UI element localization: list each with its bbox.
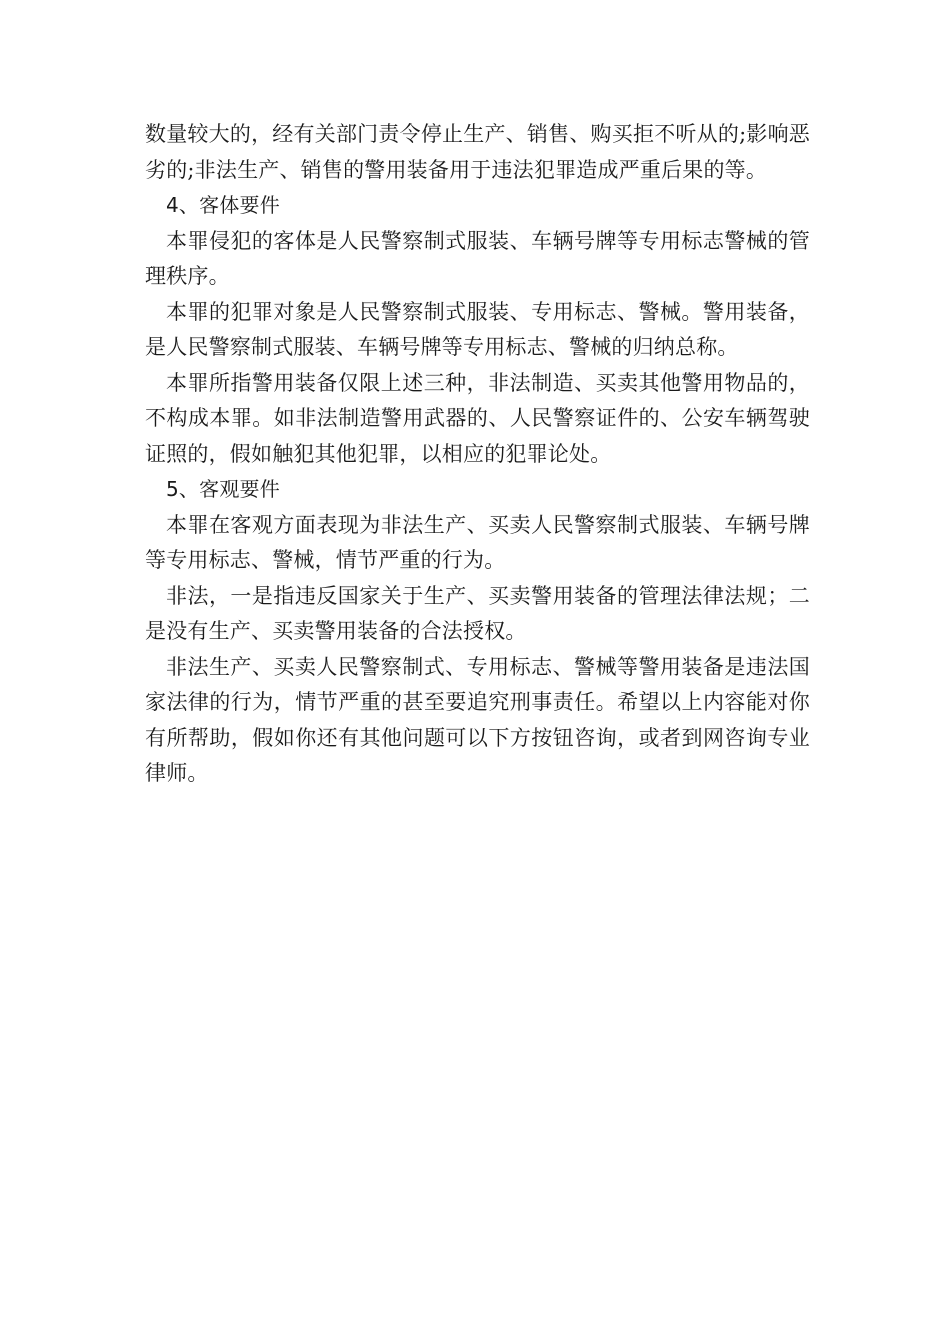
paragraph-illegal-definition: 非法，一是指违反国家关于生产、买卖警用装备的管理法律法规；二是没有生产、买卖警用装备的合法授权。 [145, 583, 810, 643]
paragraph-scope-limit: 本罪所指警用装备仅限上述三种，非法制造、买卖其他警用物品的，不构成本罪。如非法制造警用武器的、人民警察证件的、公安车辆驾驶证照的，假如触犯其他犯罪，以相应的犯罪论处。 [145, 370, 810, 466]
paragraph-crime-target: 本罪的犯罪对象是人民警察制式服装、专用标志、警械。警用装备，是人民警察制式服装、车辆号牌等专用标志、警械的归纳总称。 [145, 299, 810, 359]
section-heading-object: 4、客体要件 [166, 193, 280, 217]
document-body [145, 117, 810, 792]
paragraph-conclusion: 非法生产、买卖人民警察制式、专用标志、警械等警用装备是违法国家法律的行为，情节严重的甚至要追究刑事责任。希望以上内容能对你有所帮助，假如你还有其他问题可以下方按钮咨询，或者到网咨询专业律师。 [145, 654, 810, 785]
paragraph-objective-aspect: 本罪在客观方面表现为非法生产、买卖人民警察制式服装、车辆号牌等专用标志、警械，情节严重的行为。 [145, 512, 810, 572]
section-heading-objective: 5、客观要件 [166, 477, 280, 501]
paragraph-continuation: 数量较大的，经有关部门责令停止生产、销售、购买拒不听从的;影响恶劣的;非法生产、销售的警用装备用于违法犯罪造成严重后果的等。 [145, 122, 810, 182]
paragraph-object-definition: 本罪侵犯的客体是人民警察制式服装、车辆号牌等专用标志警械的管理秩序。 [145, 228, 810, 288]
